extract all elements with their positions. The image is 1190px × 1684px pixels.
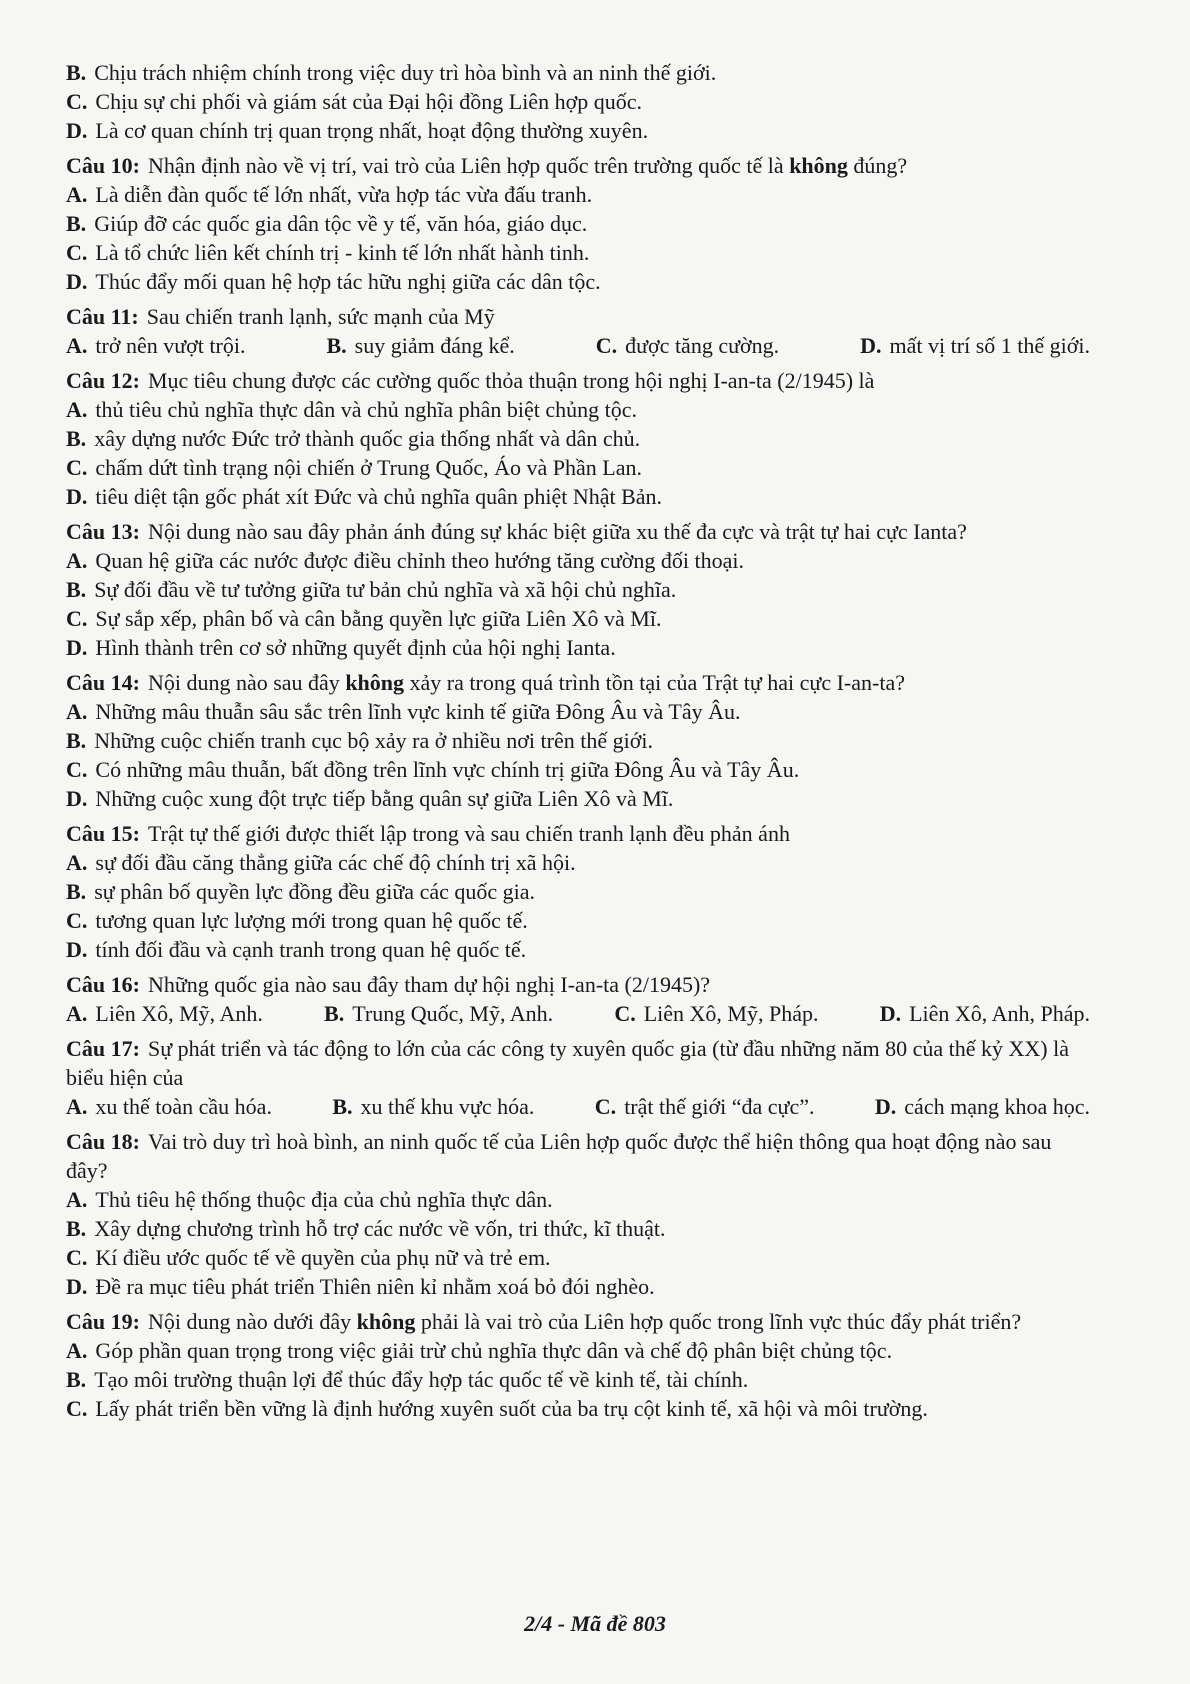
option-b: B. Giúp đỡ các quốc gia dân tộc về y tế, văn hóa, giáo dục. <box>66 211 588 236</box>
question-text: Câu 13: Nội dung nào sau đây phản ánh đúng sự khác biệt giữa xu thế đa cực và trật tự hai cực Ianta? <box>66 519 967 544</box>
option-c: C. Lấy phát triển bền vững là định hướng xuyên suốt của ba trụ cột kinh tế, xã hội và môi trường. <box>66 1396 928 1421</box>
options-row <box>66 1092 1090 1121</box>
question-text: Câu 18: Vai trò duy trì hoà bình, an ninh quốc tế của Liên hợp quốc được thể hiện thông qua hoạt động nào sau đây? <box>66 1129 1052 1183</box>
question-13 <box>66 517 1090 662</box>
option-a: A. trở nên vượt trội. <box>66 333 246 358</box>
option-a: A. Góp phần quan trọng trong việc giải trừ chủ nghĩa thực dân và chế độ phân biệt chủng tộc. <box>66 1338 893 1363</box>
question-17 <box>66 1034 1090 1121</box>
option-a: A. thủ tiêu chủ nghĩa thực dân và chủ nghĩa phân biệt chủng tộc. <box>66 397 638 422</box>
option-b: B. Trung Quốc, Mỹ, Anh. <box>324 1001 554 1026</box>
question-18 <box>66 1127 1090 1301</box>
option-b: B. Tạo môi trường thuận lợi để thúc đẩy hợp tác quốc tế về kinh tế, tài chính. <box>66 1367 749 1392</box>
option-c: C. Kí điều ước quốc tế về quyền của phụ nữ và trẻ em. <box>66 1245 551 1270</box>
option-a: A. Thủ tiêu hệ thống thuộc địa của chủ nghĩa thực dân. <box>66 1187 553 1212</box>
question-10 <box>66 151 1090 296</box>
option-d: D. Thúc đẩy mối quan hệ hợp tác hữu nghị giữa các dân tộc. <box>66 269 601 294</box>
question-text: Câu 17: Sự phát triển và tác động to lớn của các công ty xuyên quốc gia (từ đầu những năm 80 của thế kỷ XX) là biểu hiện của <box>66 1036 1069 1090</box>
question-15 <box>66 819 1090 964</box>
option-d: D. cách mạng khoa học. <box>874 1094 1090 1119</box>
option-a: A. Quan hệ giữa các nước được điều chỉnh theo hướng tăng cường đối thoại. <box>66 548 745 573</box>
option-c: C. Là tổ chức liên kết chính trị - kinh tế lớn nhất hành tinh. <box>66 240 590 265</box>
question-text: Câu 19: Nội dung nào dưới đây không phải là vai trò của Liên hợp quốc trong lĩnh vực thúc đẩy phát triển? <box>66 1309 1022 1334</box>
option-d: D. Là cơ quan chính trị quan trọng nhất, hoạt động thường xuyên. <box>66 118 649 143</box>
option-c: C. chấm dứt tình trạng nội chiến ở Trung Quốc, Áo và Phần Lan. <box>66 455 642 480</box>
page-footer: 2/4 - Mã đề 803 <box>524 1611 666 1636</box>
option-a: A. Liên Xô, Mỹ, Anh. <box>66 1001 263 1026</box>
option-d: D. tiêu diệt tận gốc phát xít Đức và chủ nghĩa quân phiệt Nhật Bản. <box>66 484 663 509</box>
question-text: Câu 12: Mục tiêu chung được các cường quốc thỏa thuận trong hội nghị I-an-ta (2/1945) là <box>66 368 875 393</box>
option-a: A. Là diễn đàn quốc tế lớn nhất, vừa hợp tác vừa đấu tranh. <box>66 182 593 207</box>
question-text: Câu 11: Sau chiến tranh lạnh, sức mạnh của Mỹ <box>66 304 495 329</box>
question-text: Câu 16: Những quốc gia nào sau đây tham dự hội nghị I-an-ta (2/1945)? <box>66 972 711 997</box>
option-d: D. mất vị trí số 1 thế giới. <box>860 333 1090 358</box>
option-b: B. xây dựng nước Đức trở thành quốc gia thống nhất và dân chủ. <box>66 426 641 451</box>
option-d: D. Hình thành trên cơ sở những quyết định của hội nghị Ianta. <box>66 635 616 660</box>
question-12 <box>66 366 1090 511</box>
option-d: D. tính đối đầu và cạnh tranh trong quan hệ quốc tế. <box>66 937 527 962</box>
option-c: C. Có những mâu thuẫn, bất đồng trên lĩnh vực chính trị giữa Đông Âu và Tây Âu. <box>66 757 800 782</box>
options-row <box>66 999 1090 1028</box>
question-text: Câu 10: Nhận định nào về vị trí, vai trò của Liên hợp quốc trên trường quốc tế là không đúng? <box>66 153 908 178</box>
option-d: D. Những cuộc xung đột trực tiếp bằng quân sự giữa Liên Xô và Mĩ. <box>66 786 674 811</box>
question-19 <box>66 1307 1090 1423</box>
option-b: B. xu thế khu vực hóa. <box>332 1094 535 1119</box>
options-row <box>66 331 1090 360</box>
option-a: A. Những mâu thuẫn sâu sắc trên lĩnh vực kinh tế giữa Đông Âu và Tây Âu. <box>66 699 741 724</box>
option-b: B. sự phân bố quyền lực đồng đều giữa các quốc gia. <box>66 879 536 904</box>
option-c: C. Sự sắp xếp, phân bố và cân bằng quyền lực giữa Liên Xô và Mĩ. <box>66 606 662 631</box>
carryover-options <box>66 58 1090 145</box>
question-text: Câu 14: Nội dung nào sau đây không xảy ra trong quá trình tồn tại của Trật tự hai cực I-an-ta? <box>66 670 905 695</box>
option-a: A. xu thế toàn cầu hóa. <box>66 1094 272 1119</box>
option-b: B. Chịu trách nhiệm chính trong việc duy trì hòa bình và an ninh thế giới. <box>66 60 717 85</box>
question-14 <box>66 668 1090 813</box>
option-b: B. Sự đối đầu về tư tưởng giữa tư bản chủ nghĩa và xã hội chủ nghĩa. <box>66 577 677 602</box>
option-c: C. Liên Xô, Mỹ, Pháp. <box>614 1001 819 1026</box>
option-b: B. suy giảm đáng kể. <box>326 333 515 358</box>
option-a: A. sự đối đầu căng thẳng giữa các chế độ chính trị xã hội. <box>66 850 576 875</box>
option-d: D. Liên Xô, Anh, Pháp. <box>879 1001 1090 1026</box>
option-b: B. Những cuộc chiến tranh cục bộ xảy ra ở nhiều nơi trên thế giới. <box>66 728 653 753</box>
option-d: D. Đề ra mục tiêu phát triển Thiên niên kỉ nhằm xoá bỏ đói nghèo. <box>66 1274 655 1299</box>
option-c: C. trật thế giới “đa cực”. <box>594 1094 815 1119</box>
question-11 <box>66 302 1090 360</box>
option-c: C. tương quan lực lượng mới trong quan hệ quốc tế. <box>66 908 528 933</box>
question-16 <box>66 970 1090 1028</box>
option-c: C. Chịu sự chi phối và giám sát của Đại hội đồng Liên hợp quốc. <box>66 89 642 114</box>
option-c: C. được tăng cường. <box>595 333 780 358</box>
option-b: B. Xây dựng chương trình hỗ trợ các nước về vốn, tri thức, kĩ thuật. <box>66 1216 666 1241</box>
question-text: Câu 15: Trật tự thế giới được thiết lập trong và sau chiến tranh lạnh đều phản ánh <box>66 821 790 846</box>
